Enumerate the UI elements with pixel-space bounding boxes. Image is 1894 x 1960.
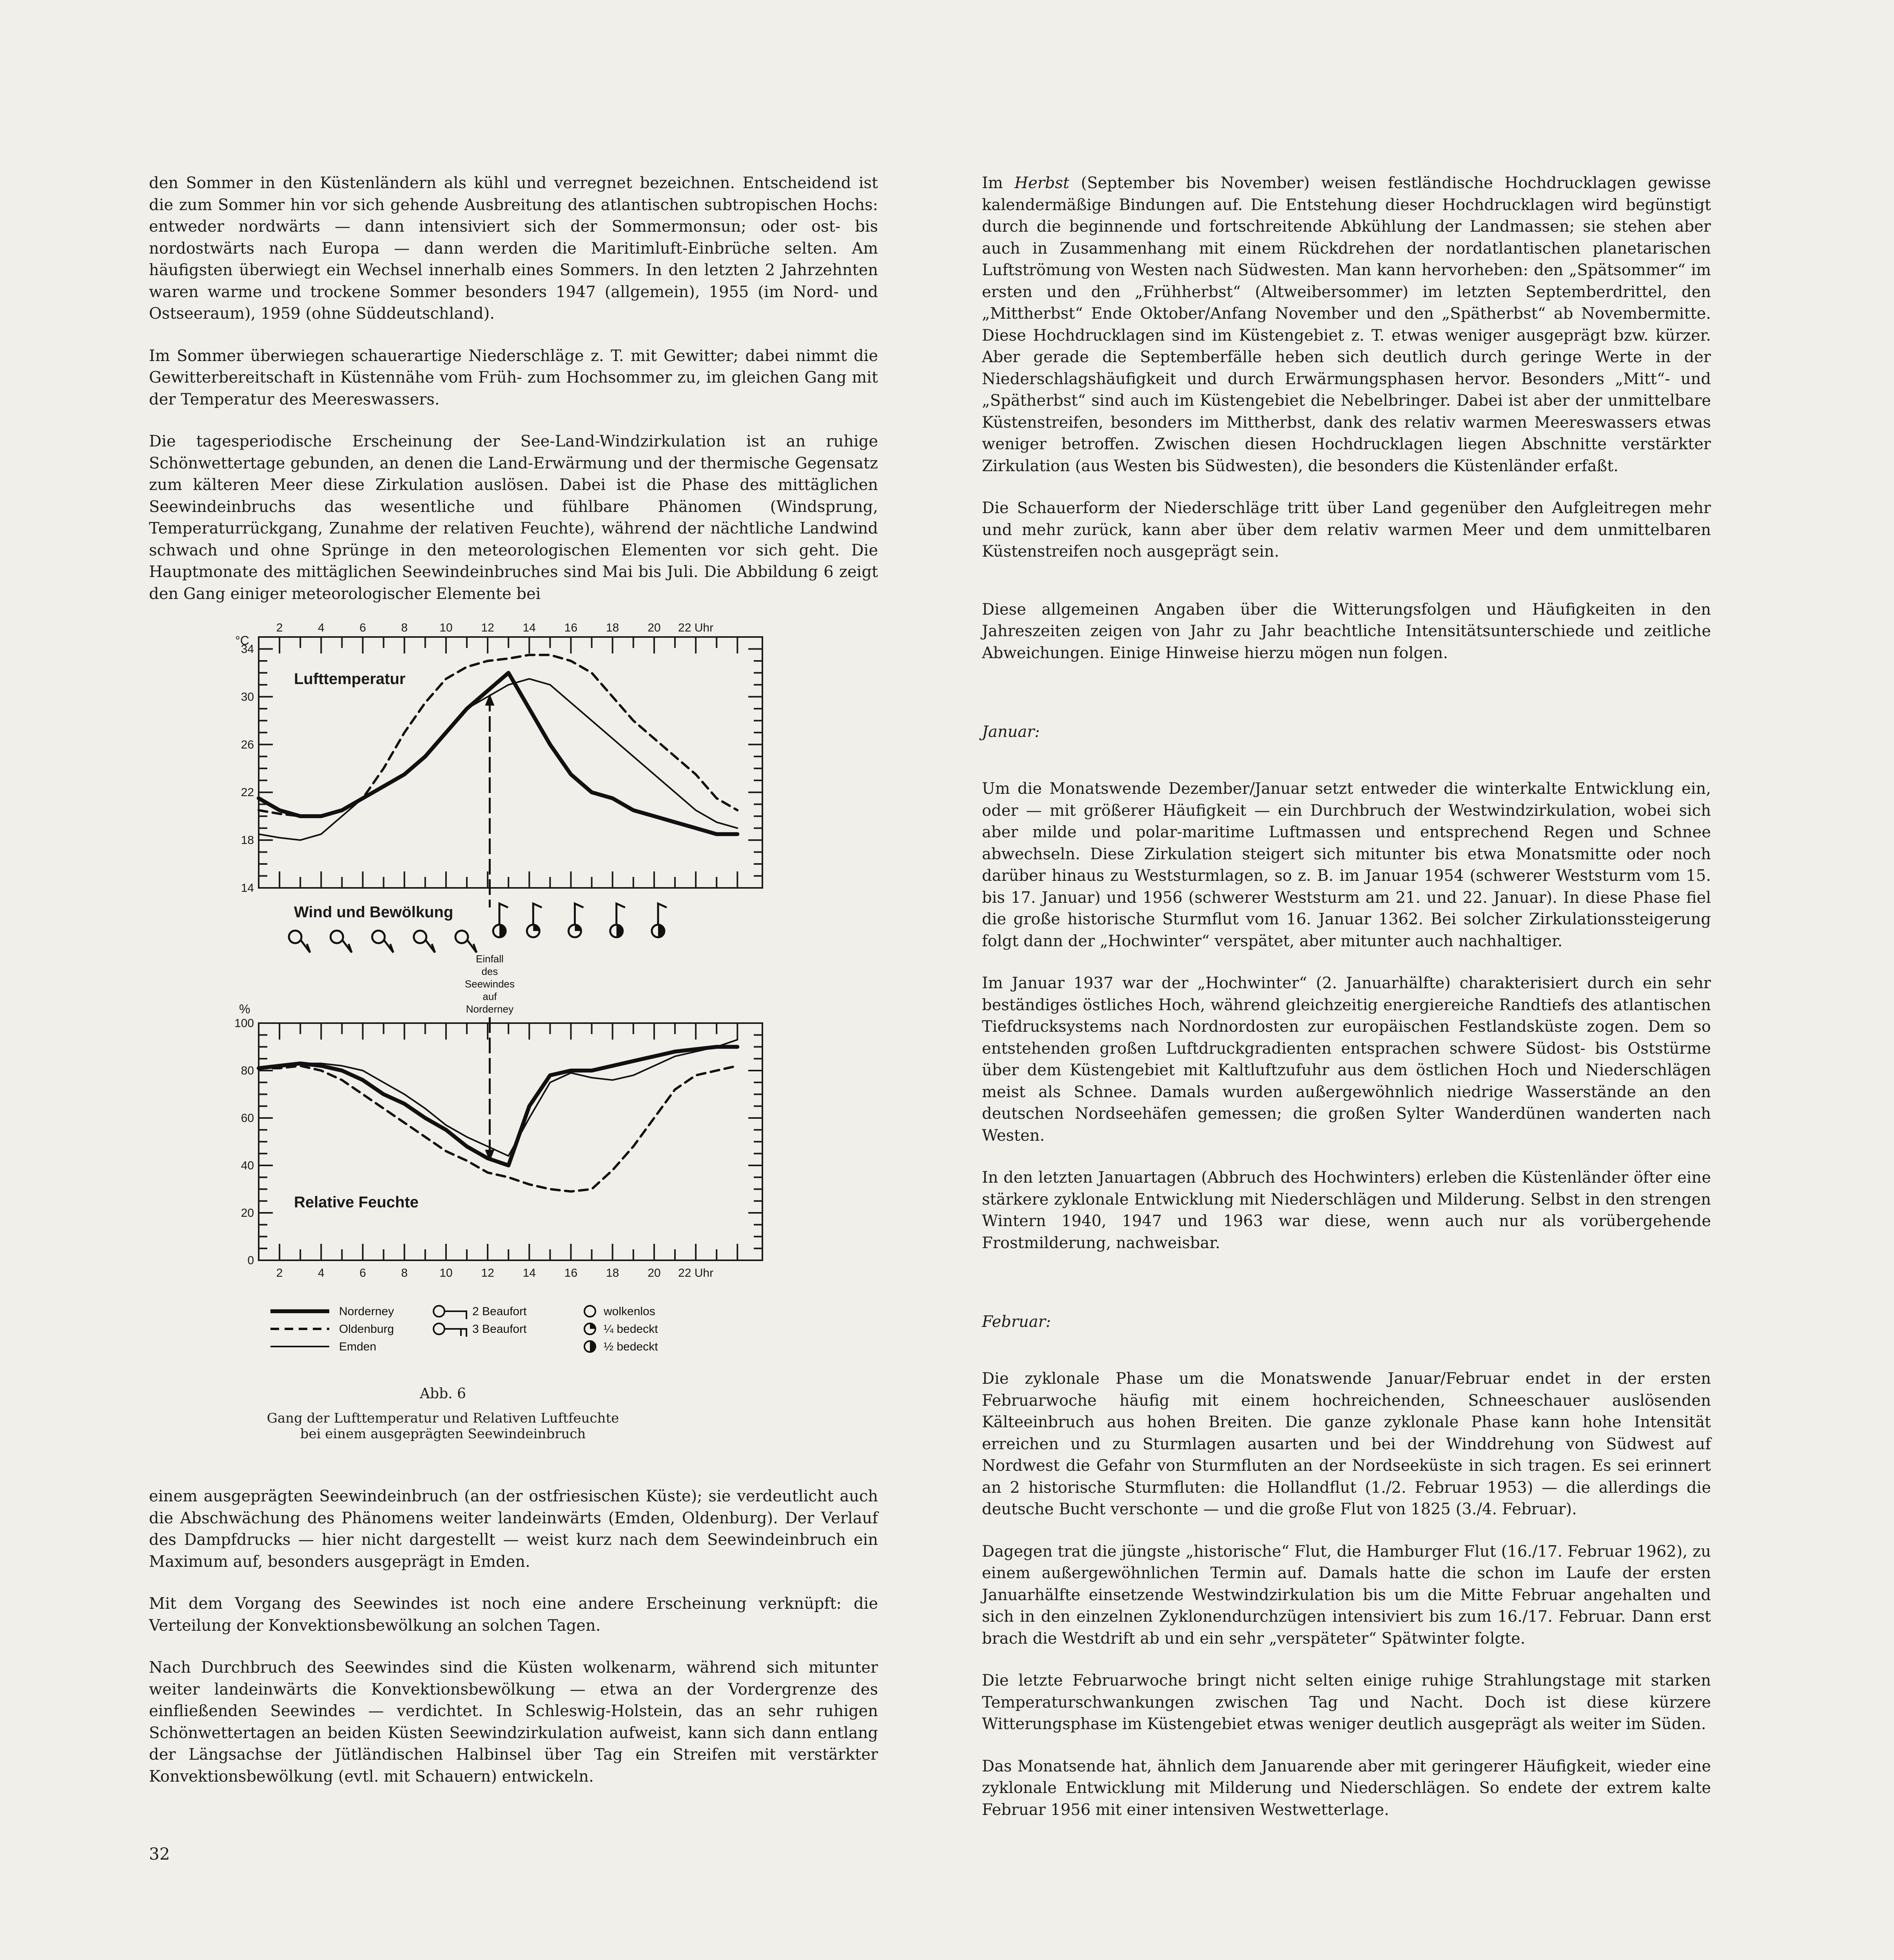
x-tick-label-bottom: 20 [648, 1267, 661, 1279]
left-column [149, 172, 878, 625]
wind-shaft [384, 940, 393, 953]
wind-symbol [372, 931, 393, 953]
paragraph: Mit dem Vorgang des Seewindes ist noch eine andere Erscheinung verknüpft: die Verteilung der Konvektionsbewölkung an solchen Tagen. [149, 1595, 878, 1635]
temp-y-label: 26 [241, 738, 254, 751]
x-tick-label-top: 4 [317, 621, 325, 634]
temp-y-label: 30 [241, 690, 254, 704]
wind-symbol [610, 904, 625, 937]
x-tick-label-top: 20 [648, 621, 661, 634]
arrow-label-line: Norderney [466, 1003, 514, 1015]
legend-line-label: Emden [339, 1340, 377, 1353]
legend-wind-barb [444, 1311, 466, 1319]
x-tick-label-bottom: 10 [439, 1267, 453, 1279]
legend-wind-circle [434, 1306, 444, 1317]
x-tick-label-bottom: 22 Uhr [678, 1267, 714, 1279]
heading-januar: Januar: [982, 723, 1040, 741]
legend-wind-label: 3 Beaufort [472, 1323, 527, 1336]
paragraph: Nach Durchbruch des Seewindes sind die Küsten wolkenarm, während sich mitunter weiter landeinwärts die Konvektionsbewölkung — etwa an der Vordergrenze des einfließenden Seewindes — verdichtet. In Schleswig-Holstein, das an sehr ruhigen Schönwettertagen an beiden Küsten Seewindzirkulation aufweist, kann sich dann entlang der Längsachse der Jütländischen Halbinsel über Tag ein Streifen mit verstärkter Konvektionsbewölkung (evtl. mit Schauern) entwickeln. [149, 1659, 878, 1786]
x-tick-label-top: 12 [481, 621, 494, 634]
paragraph: Im Januar 1937 war der „Hochwinter“ (2. Januarhälfte) charakterisiert durch ein sehr beständiges östliches Hoch, während gleichzeitig energiereiche Randtiefs des atlantischen Tiefdrucksystems nach Nordnordosten zur europäischen Festlandsküste zogen. Dem so entstehenden großen Luftdruckgradienten entsprachen schwere Südost- bis Oststürme über dem Küstengebiet mit Kaltluftzufuhr aus dem östlichen Hoch und Niederschlägen meist als Schnee. Damals wurden außergewöhnlich niedrige Wasserstände an den deutschen Nordseehäfen gemessen; die großen Sylter Wanderdünen wanderten nach Westen. [982, 974, 1711, 1145]
caption-line-1: Gang der Lufttemperatur und Relativen Luftfeuchte [267, 1410, 619, 1426]
paragraph: Dagegen trat die jüngste „historische“ Flut, die Hamburger Flut (16./17. Februar 1962), zu einem außergewöhnlichen Termin auf. Damals hatte die schon im Laufe der ersten Januarhälfte einsetzende Westwindzirkulation bis um die Mitte Februar angehalten und sich in den einzelnen Zyklonendurchzügen intensiviert bis zum 16./17. Februar. Dann erst brach die Westdrift ab und ein sehr „verspäteter“ Spätwinter folgte. [982, 1542, 1711, 1648]
cloud-circle [455, 931, 468, 943]
wind-shaft [499, 904, 508, 925]
legend-cloud-label: ¼ bedeckt [604, 1323, 658, 1336]
paragraph: Die tagesperiodische Erscheinung der See-Land-Windzirkulation ist an ruhige Schönwettertage gebunden, an denen die Land-Erwärmung und der thermische Gegensatz zum kälteren Meer diese Zirkulation auslösen. Dabei ist die Phase des mittäglichen Seewindeinbruchs das wesentliche und fühlbare Phänomen (Windsprung, Temperaturrückgang, Zunahme der relativen Feuchte), während der nächtliche Landwind schwach und ohne Sprünge in den meteorologischen Elementen vor sich geht. Die Hauptmonate des mittäglichen Seewindeinbruches sind Mai bis Juli. Die Abbildung 6 zeigt den Gang einiger meteorologischer Elemente bei [149, 432, 878, 603]
humidity-y-label: 60 [241, 1112, 254, 1125]
temp-title: Lufttemperatur [294, 670, 406, 688]
figure-abb-6 [227, 606, 800, 1452]
legend-line-label: Oldenburg [339, 1323, 394, 1336]
wind-shaft [533, 904, 542, 925]
wind-shaft [575, 904, 583, 925]
humidity-y-label: 100 [234, 1017, 254, 1030]
legend-cloud-label: wolkenlos [604, 1305, 655, 1318]
herbst-text: (September bis November) weisen festländische Hochdrucklagen gewisse kalendermäßige Bindungen auf. Die Entstehung dieser Hochdrucklagen wird begünstigt durch die beginnende und fortschreitende Abkühlung der Landmassen; sie stehen aber auch in Zusammenhang mit einem Rückdrehen der nordatlantischen planetarischen Luftströmung von Westen nach Südwesten. Man kann hervorheben: den „Spätsommer“ im ersten und den „Frühherbst“ (Altweibersommer) im letzten Septemberdrittel, den „Mittherbst“ Ende Oktober/Anfang November und den „Spätherbst“ ab Novembermitte. Diese Hochdrucklagen sind im Küstengebiet z. T. etwas weniger ausgeprägt bzw. kürzer. Aber gerade die Septemberfälle heben sich deutlich durch geringe Werte in der Niederschlagshäufigkeit und durch Erwärmungsphasen hervor. Besonders „Mitt“- und „Spätherbst“ sind auch im Küstengebiet die Nebelbringer. Dabei ist aber der unmittelbare Küstenstreifen, besonders im Mittherbst, dank des relativ warmen Meereswassers etwas weniger betroffen. Zwischen diesen Hochdrucklagen liegen Abschnitte verstärkter Zirkulation (aus Westen bis Südwesten), die besonders die Küstenländer erfaßt. [982, 174, 1711, 475]
arrow-label-line: Einfall [475, 953, 504, 965]
x-tick-label-top: 22 Uhr [678, 621, 714, 634]
x-tick-label-bottom: 8 [401, 1267, 408, 1279]
humidity-y-label: 20 [241, 1207, 254, 1220]
humidity-y-label: 0 [247, 1254, 254, 1267]
legend-cloud-circle [584, 1306, 595, 1317]
paragraph: den Sommer in den Küstenländern als kühl und verregnet bezeichnen. Entscheidend ist die zum Sommer hin vor sich gehende Ausbreitung des atlantischen subtropischen Hochs: entweder nordwärts — dann intensiviert sich der Sommermonsun; oder ost- bis nordostwärts nach Europa — dann werden die Maritimluft-Einbrüche selten. Am häufigsten überwiegt ein Wechsel innerhalb eines Sommers. In den letzten 2 Jahrzehnten waren warme und trockene Sommer besonders 1947 (allgemein), 1955 (im Nord- und Ostseeraum), 1959 (ohne Süddeutschland). [149, 174, 878, 323]
cloud-fill [533, 925, 539, 931]
caption-line-2: bei einem ausgeprägten Seewindeinbruch [300, 1426, 586, 1442]
arrow-label-line: auf [483, 991, 497, 1002]
temp-series-line [259, 679, 737, 840]
x-tick-label-top: 10 [439, 621, 453, 634]
heading-februar: Februar: [982, 1313, 1051, 1331]
paragraph: Im Sommer überwiegen schauerartige Niederschläge z. T. mit Gewitter; dabei nimmt die Gewitterbereitschaft in Küstennähe vom Früh- zum Hochsommer zu, im gleichen Gang mit der Temperatur des Meereswassers. [149, 347, 878, 408]
wind-shaft [301, 940, 310, 953]
x-tick-label-bottom: 4 [317, 1267, 325, 1279]
wind-shaft [342, 940, 352, 953]
arrow-head-up [485, 694, 494, 706]
x-tick-label-top: 14 [522, 621, 536, 634]
legend-cloud-label: ½ bedeckt [604, 1340, 658, 1353]
paragraph: In den letzten Januartagen (Abbruch des Hochwinters) erleben die Küstenländer öfter eine stärkere zyklonale Entwicklung mit Niederschlägen und Milderung. Selbst in den strengen Wintern 1940, 1947 und 1963 war diese, wenn auch nur als vorübergehende Frostmilderung, nachweisbar. [982, 1169, 1711, 1252]
wind-symbol [455, 931, 477, 953]
cloud-circle [414, 931, 426, 943]
x-tick-label-bottom: 16 [564, 1267, 578, 1279]
x-tick-label-bottom: 6 [359, 1267, 366, 1279]
temp-y-label: 22 [241, 786, 254, 799]
legend-wind-circle [434, 1323, 444, 1334]
temp-series-line [259, 673, 737, 834]
paragraph-herbst [982, 172, 1711, 477]
wind-symbol [527, 904, 542, 937]
humidity-y-label: 40 [241, 1159, 254, 1172]
cloud-circle [289, 931, 301, 943]
x-tick-label-top: 2 [276, 621, 283, 634]
cloud-circle [372, 931, 385, 943]
temp-unit: °C [235, 633, 249, 648]
legend-cloud-fill [590, 1323, 595, 1329]
x-tick-label-bottom: 14 [522, 1267, 536, 1279]
figure-svg [227, 606, 800, 1452]
legend-line-label: Norderney [339, 1305, 394, 1318]
cloud-fill [575, 925, 581, 931]
x-tick-label-top: 18 [606, 621, 619, 634]
humidity-y-label: 80 [241, 1064, 254, 1077]
herbst-word: Herbst [1014, 174, 1070, 192]
x-tick-label-bottom: 12 [481, 1267, 494, 1279]
x-tick-label-bottom: 18 [606, 1267, 619, 1279]
paragraph: Die zyklonale Phase um die Monatswende Januar/Februar endet in der ersten Februarwoche häufig mit einem hochreichenden, Schneeschauer auslösenden Kälteeinbruch aus hohen Breiten. Die ganze zyklonale Phase kann hohe Intensität erreichen und zu Sturmlagen ausarten und bei der Winddrehung von Südwest auf Nordwest die Gefahr von Sturmfluten an der Nordseeküste in sich tragen. Es sei erinnert an 2 historische Sturmfluten: die Hollandflut (1./2. Februar 1953) — die allerdings die deutsche Bucht verschonte — und die große Flut von 1825 (3./4. Februar). [982, 1370, 1711, 1518]
arrow-label-line: des [481, 965, 498, 977]
wind-shaft [617, 904, 625, 925]
left-column-lower [149, 1486, 878, 1808]
humidity-chart-frame [259, 1023, 762, 1260]
page-number: 32 [149, 1844, 170, 1864]
legend-wind-barb [444, 1329, 466, 1337]
paragraph: Das Monatsende hat, ähnlich dem Januarende aber mit geringerer Häufigkeit, wieder eine zyklonale Entwicklung mit Milderung und Niederschlägen. So endete der extrem kalte Februar 1956 mit einer intensiven Westwetterlage. [982, 1757, 1711, 1819]
paragraph: Diese allgemeinen Angaben über die Witterungsfolgen und Häufigkeiten in den Jahreszeiten zeigen von Jahr zu Jahr beachtliche Intensitätsunterschiede und zeitliche Abweichungen. Einige Hinweise hierzu mögen nun folgen. [982, 600, 1711, 662]
humidity-unit: % [239, 1002, 250, 1016]
paragraph: Die letzte Februarwoche bringt nicht selten einige ruhige Strahlungstage mit starken Temperaturschwankungen zwischen Tag und Nacht. Doch ist diese kürzere Witterungsphase im Küstengebiet etwas weniger deutlich ausgeprägt als weiter im Süden. [982, 1671, 1711, 1733]
wind-symbol [330, 931, 352, 953]
humidity-series-line [259, 1066, 737, 1192]
wind-shaft [426, 940, 435, 953]
wind-symbol [652, 904, 667, 937]
figure-caption [227, 1386, 659, 1442]
x-tick-label-bottom: 2 [276, 1267, 283, 1279]
paragraph: Die Schauerform der Niederschläge tritt über Land gegenüber den Aufgleitregen mehr und mehr zurück, kann aber über dem relativ warmen Meer und dem unmittelbaren Küstenstreifen noch ausgeprägt sein. [982, 499, 1711, 561]
x-tick-label-top: 16 [564, 621, 578, 634]
arrow-label-line: Seewindes [464, 978, 515, 990]
wind-shaft [467, 940, 477, 953]
wind-symbol [493, 904, 508, 937]
temp-y-label: 34 [241, 642, 254, 656]
humidity-series-line [259, 1040, 737, 1156]
right-column [982, 172, 1711, 1841]
herbst-intro: Im [982, 174, 1003, 192]
wind-symbol [289, 931, 310, 953]
paragraph: Um die Monatswende Dezember/Januar setzt entweder die winterkalte Entwicklung ein, oder — mit größerer Häufigkeit — ein Durchbruch der Westwindzirkulation, wobei sich aber milde und polar-maritime Luftmassen und entsprechend Regen und Schnee abwechseln. Diese Zirkulation steigert sich mitunter bis etwa Monatsmitte oder noch darüber hinaus zu Weststurmlagen, so z. B. im Januar 1954 (schwerer Weststurm vom 15. bis 17. Januar) und 1956 (schwerer Weststurm am 21. und 22. Januar). In diese Phase fiel die große historische Sturmflut vom 16. Januar 1362. Bei solcher Zirkulationssteigerung folgt dann der „Hochwinter“ verspätet, aber mitunter auch nachhaltiger. [982, 780, 1711, 950]
temp-y-label: 14 [241, 882, 254, 895]
cloud-circle [330, 931, 343, 943]
wind-symbol [414, 931, 435, 953]
wind-shaft [658, 904, 667, 925]
wind-title: Wind und Bewölkung [294, 904, 454, 921]
caption-number: Abb. 6 [420, 1386, 466, 1402]
humidity-title: Relative Feuchte [294, 1194, 419, 1211]
temp-y-label: 18 [241, 834, 254, 847]
x-tick-label-top: 6 [359, 621, 366, 634]
x-tick-label-top: 8 [401, 621, 408, 634]
legend-wind-label: 2 Beaufort [472, 1305, 527, 1318]
paragraph: einem ausgeprägten Seewindeinbruch (an der ostfriesischen Küste); sie verdeutlicht auch die Abschwächung des Phänomens weiter landeinwärts (Emden, Oldenburg). Der Verlauf des Dampfdrucks — hier nicht dargestellt — weist kurz nach dem Seewindeinbruch ein Maximum auf, besonders ausgeprägt in Emden. [149, 1487, 878, 1571]
wind-symbol [568, 904, 583, 937]
